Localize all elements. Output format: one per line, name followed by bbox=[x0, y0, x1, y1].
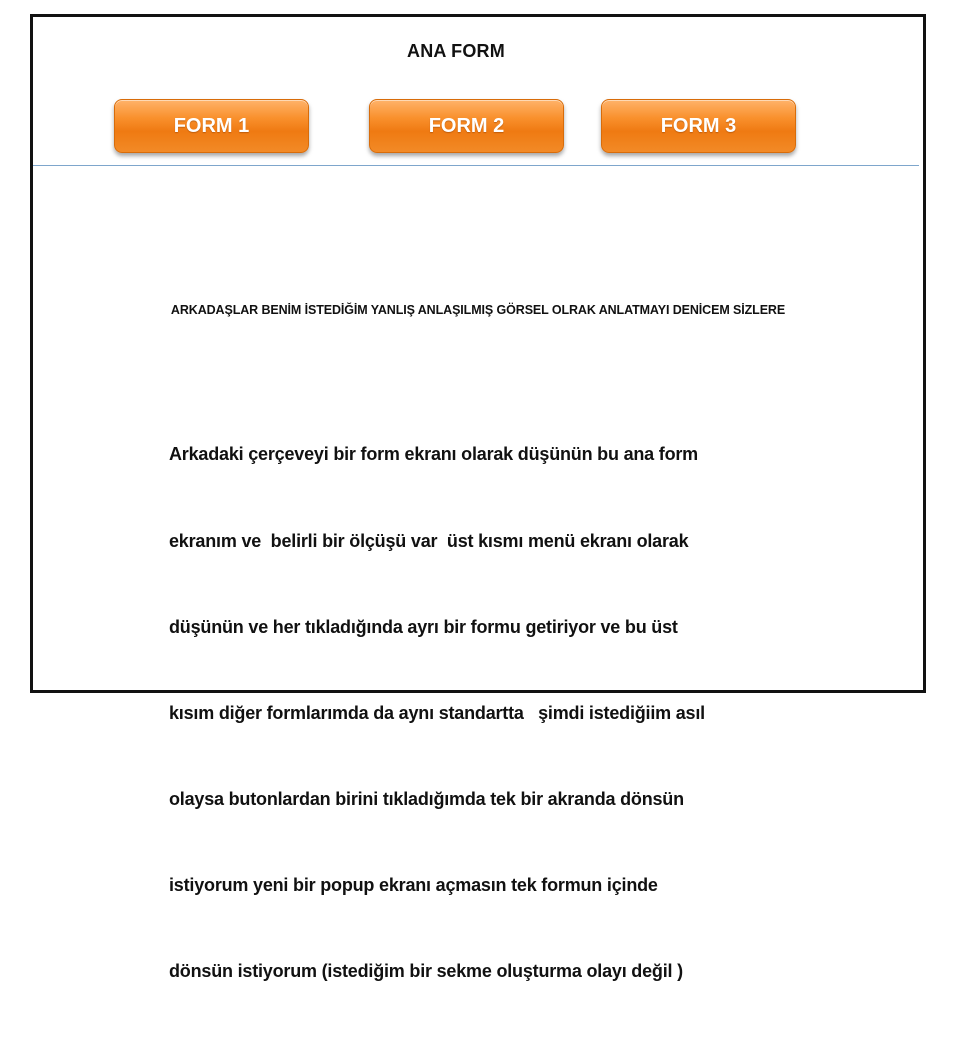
description-line: Arkadaki çerçeveyi bir form ekranı olarak düşünün bu ana form bbox=[169, 444, 698, 465]
description-line: ekranım ve belirli bir ölçüşü var üst kısmı menü ekranı olarak bbox=[169, 530, 689, 551]
description-line: dönsün istiyorum (istediğim bir sekme oluşturma olayı değil ) bbox=[169, 961, 683, 982]
note-heading: ARKADAŞLAR BENİM İSTEDİĞİM YANLIŞ ANLAŞILMIŞ GÖRSEL OLRAK ANLATMAYI DENİCEM SİZLERE bbox=[170, 303, 786, 317]
form-3-button[interactable]: FORM 3 bbox=[601, 99, 796, 153]
main-form-frame bbox=[30, 14, 926, 982]
form-1-button[interactable]: FORM 1 bbox=[114, 99, 309, 153]
form-title bbox=[33, 41, 923, 62]
description-line: olaysa butonlardan birini tıkladığımda tek bir akranda dönsün bbox=[169, 788, 684, 809]
form-title-text: ANA FORM bbox=[407, 41, 505, 61]
description-line: düşünün ve her tıkladığında ayrı bir formu getiriyor ve bu üst bbox=[169, 616, 678, 637]
menu-divider bbox=[33, 165, 919, 166]
description-line: istiyorum yeni bir popup ekranı açmasın tek formun içinde bbox=[169, 874, 658, 895]
form-2-button[interactable]: FORM 2 bbox=[369, 99, 564, 153]
description-line: kısım diğer formlarımda da aynı standartta şimdi istediğiim asıl bbox=[169, 702, 705, 723]
description-text bbox=[169, 383, 809, 1043]
